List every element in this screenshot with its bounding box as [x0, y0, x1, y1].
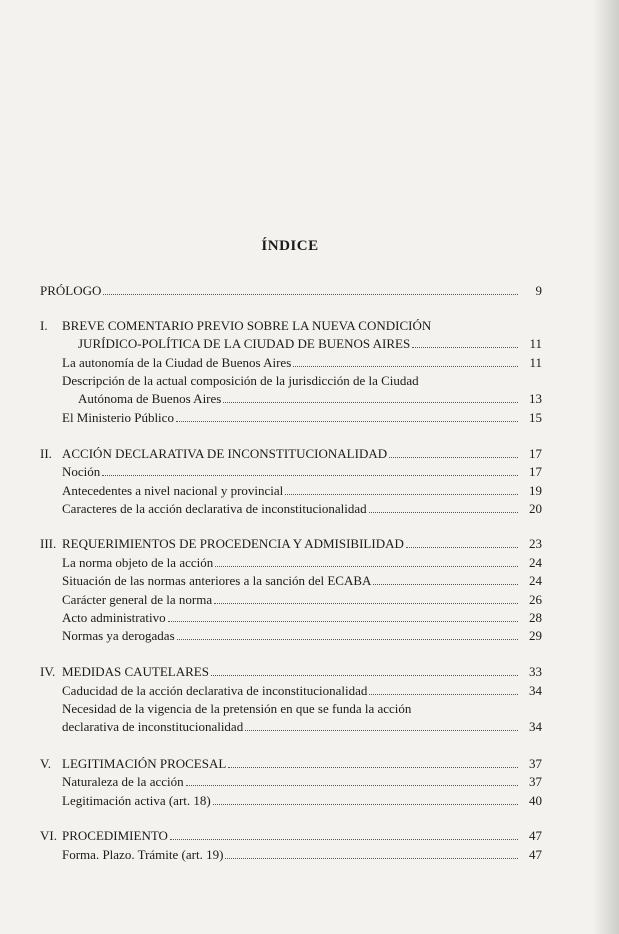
- toc-subentry[interactable]: [62, 774, 542, 790]
- dot-leader: [211, 674, 518, 676]
- dot-leader: [369, 511, 518, 513]
- toc-subentry-label-cont: Autónoma de Buenos Aires: [78, 391, 222, 406]
- dot-leader: [214, 602, 518, 604]
- toc-subentry-label-cont: declarativa de inconstitucionalidad: [62, 719, 244, 734]
- dot-leader: [177, 638, 518, 640]
- toc-entry-page: 34: [529, 683, 542, 698]
- toc-subentry-label: Caducidad de la acción declarativa de inconstitucionalidad: [62, 683, 368, 698]
- toc-entry-page: 17: [529, 446, 542, 461]
- toc-subentry-label: El Ministerio Público: [62, 410, 174, 425]
- toc-entry-page: 24: [529, 555, 542, 570]
- toc-entry-page: 29: [529, 628, 542, 643]
- toc-section-number: IV.: [40, 664, 56, 679]
- toc-section-number: I.: [40, 318, 48, 333]
- toc-subentry-label: Forma. Plazo. Trámite (art. 19): [62, 847, 224, 862]
- toc-entry-page: 47: [529, 828, 542, 843]
- toc-section-entry[interactable]: [78, 336, 542, 352]
- toc-subentry-label[interactable]: Necesidad de la vigencia de la pretensión en que se funda la acción: [62, 701, 412, 716]
- toc-entry-page: 47: [529, 847, 542, 862]
- toc-subentry-label: Caracteres de la acción declarativa de inconstitucionalidad: [62, 501, 367, 516]
- toc-entry-page: 33: [529, 664, 542, 679]
- toc-subentry-label: Legitimación activa (art. 18): [62, 793, 211, 808]
- toc-subentry-label: Situación de las normas anteriores a la sanción del ECABA: [62, 573, 372, 588]
- toc-entry-page: 17: [529, 464, 542, 479]
- dot-leader: [186, 784, 518, 786]
- toc-subentry[interactable]: [62, 793, 542, 809]
- dot-leader: [170, 838, 518, 840]
- toc-subentry[interactable]: [62, 719, 542, 735]
- toc-section-number: V.: [40, 756, 51, 771]
- toc-subentry-label: Antecedentes a nivel nacional y provincial: [62, 483, 284, 498]
- toc-section-title: MEDIDAS CAUTELARES: [62, 664, 209, 679]
- dot-leader: [373, 583, 518, 585]
- dot-leader: [228, 766, 518, 768]
- toc-subentry-label: Acto administrativo: [62, 610, 166, 625]
- toc-subentry[interactable]: [62, 501, 542, 517]
- toc-subentry-label: Carácter general de la norma: [62, 592, 213, 607]
- toc-section-entry[interactable]: [62, 664, 542, 680]
- toc-subentry[interactable]: [62, 847, 542, 863]
- toc-entry-page: 37: [529, 774, 542, 789]
- toc-entry-label: PRÓLOGO: [40, 283, 102, 298]
- dot-leader: [293, 365, 518, 367]
- toc-entry-page: 23: [529, 536, 542, 551]
- toc-section-entry[interactable]: [62, 756, 542, 772]
- toc-entry-page: 37: [529, 756, 542, 771]
- dot-leader: [215, 565, 518, 567]
- toc-section-entry[interactable]: [62, 828, 542, 844]
- dot-leader: [102, 474, 518, 476]
- toc-entry-page: 13: [529, 391, 542, 406]
- toc-section-number: II.: [40, 446, 52, 461]
- toc-entry-prologo[interactable]: [40, 283, 542, 299]
- toc-subentry[interactable]: [62, 464, 542, 480]
- toc-subentry[interactable]: [62, 483, 542, 499]
- toc-subentry-label: Noción: [62, 464, 101, 479]
- toc-entry-page: 19: [529, 483, 542, 498]
- toc-entry-page: 15: [529, 410, 542, 425]
- dot-leader: [176, 420, 518, 422]
- toc-subentry-label: Normas ya derogadas: [62, 628, 175, 643]
- dot-leader: [223, 401, 518, 403]
- dot-leader: [168, 620, 518, 622]
- toc-subentry[interactable]: [62, 355, 542, 371]
- dot-leader: [245, 729, 518, 731]
- toc-section-title-cont: JURÍDICO-POLÍTICA DE LA CIUDAD DE BUENOS AIRES: [78, 336, 411, 351]
- toc-section-title: LEGITIMACIÓN PROCESAL: [62, 756, 227, 771]
- toc-section-number: III.: [40, 536, 57, 551]
- dot-leader: [225, 857, 518, 859]
- toc-subentry-label: La norma objeto de la acción: [62, 555, 214, 570]
- toc-subentry[interactable]: [62, 555, 542, 571]
- toc-entry-page: 9: [535, 283, 542, 298]
- toc-entry-page: 26: [529, 592, 542, 607]
- toc-subentry[interactable]: [62, 683, 542, 699]
- toc-entry-page: 28: [529, 610, 542, 625]
- dot-leader: [389, 456, 518, 458]
- toc-subentry[interactable]: [62, 628, 542, 644]
- toc-entry-page: 11: [529, 336, 542, 351]
- toc-section-entry[interactable]: [62, 446, 542, 462]
- toc-section-title[interactable]: BREVE COMENTARIO PREVIO SOBRE LA NUEVA CONDICIÓN: [62, 318, 432, 333]
- toc-section-title: ACCIÓN DECLARATIVA DE INCONSTITUCIONALIDAD: [62, 446, 388, 461]
- dot-leader: [412, 346, 518, 348]
- dot-leader: [213, 803, 518, 805]
- dot-leader: [369, 693, 518, 695]
- toc-entry-page: 11: [529, 355, 542, 370]
- toc-section-title: PROCEDIMIENTO: [62, 828, 168, 843]
- toc-subentry[interactable]: [62, 410, 542, 426]
- toc-section-entry[interactable]: [62, 536, 542, 552]
- toc-subentry[interactable]: [62, 610, 542, 626]
- toc-subentry[interactable]: [62, 592, 542, 608]
- toc-subentry[interactable]: [62, 573, 542, 589]
- toc-entry-page: 40: [529, 793, 542, 808]
- toc-section-number: VI.: [40, 828, 57, 843]
- dot-leader: [406, 546, 518, 548]
- toc-subentry-label: Naturaleza de la acción: [62, 774, 184, 789]
- toc-subentry-label[interactable]: Descripción de la actual composición de la jurisdicción de la Ciudad: [62, 373, 419, 388]
- dot-leader: [285, 493, 518, 495]
- page-title: ÍNDICE: [261, 238, 319, 254]
- toc-subentry[interactable]: [78, 391, 542, 407]
- toc-subentry-label: La autonomía de la Ciudad de Buenos Aires: [62, 355, 292, 370]
- dot-leader: [103, 293, 518, 295]
- toc-entry-page: 20: [529, 501, 542, 516]
- toc-entry-page: 34: [529, 719, 542, 734]
- toc-section-title: REQUERIMIENTOS DE PROCEDENCIA Y ADMISIBILIDAD: [62, 536, 404, 551]
- toc-entry-page: 24: [529, 573, 542, 588]
